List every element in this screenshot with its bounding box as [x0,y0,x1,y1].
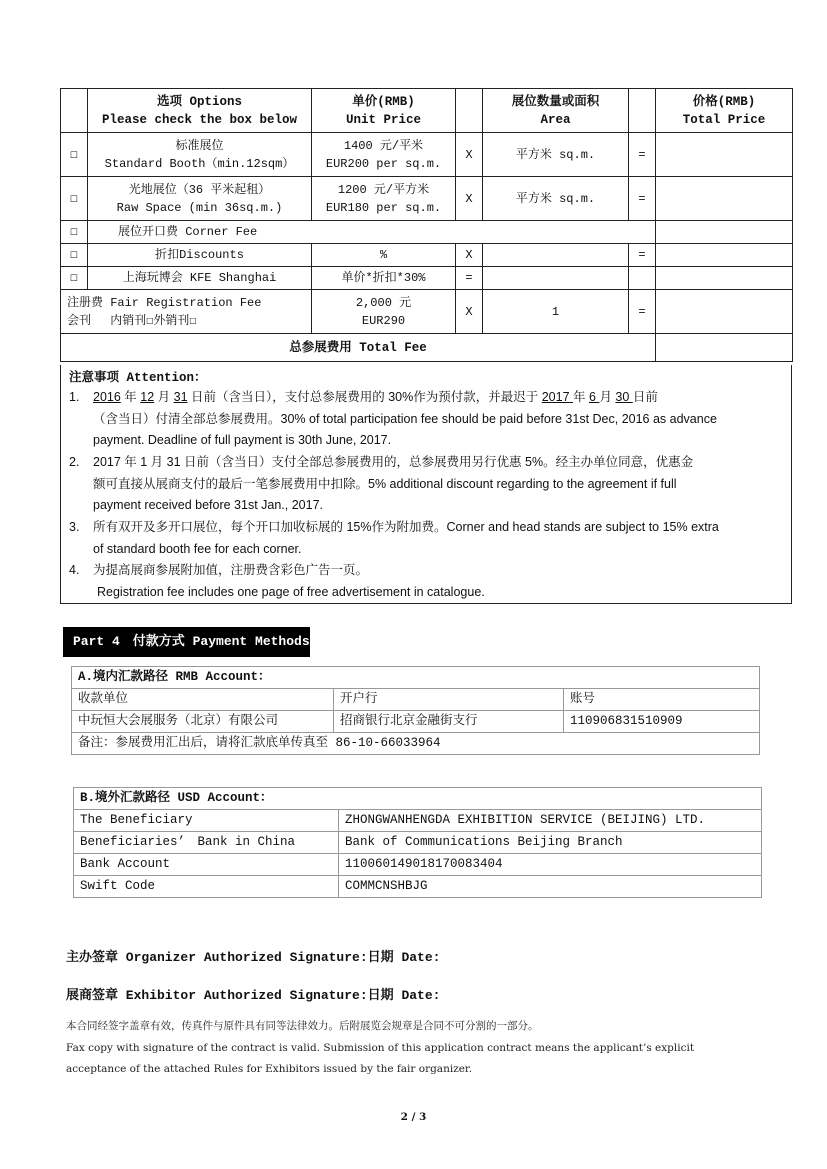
part4-heading: Part 4 付款方式 Payment Methods [63,627,310,657]
rmb-payee: 中玩恒大会展服务（北京）有限公司 [72,711,334,733]
rmb-account-title: A.境内汇款路径 RMB Account： [72,667,760,689]
rmb-account-number: 110906831510909 [564,711,760,733]
fee-table [60,88,793,362]
usd-account-title: B.境外汇款路径 USD Account： [74,788,762,810]
total-fee-value[interactable] [656,334,793,362]
corner-fee-total[interactable] [656,221,793,244]
attention-title: 注意事项 Attention： [69,371,207,385]
rmb-header-bank: 开户行 [334,689,564,711]
raw-space-area[interactable]: 平方米 sq.m. [483,177,629,221]
rmb-account-header-row [72,689,760,711]
raw-space-price: 1200 元/平方米 EUR180 per sq.m. [312,177,456,221]
row-kfe-shanghai [61,267,793,290]
equals-sign: = [629,290,656,334]
kfe-total[interactable] [656,267,793,290]
row-raw-space [61,177,793,221]
equals-sign: = [629,244,656,267]
organizer-signature-line: 主办签章 Organizer Authorized Signature:日期 Date: [66,950,441,965]
contract-note-cn: 本合同经签字盖章有效，传真件与原件具有同等法律效力。后附展览会规章是合同不可分割的一部分。 [66,1020,539,1032]
attention-item-2: 2. 2017 年 1 月 31 日前（含当日）支付全部总参展费用的，总参展费用另行优惠 5%。经主办单位同意，优惠金 额可直接从展商支付的最后一笔参展费用中扣除。5% additional discount regarding to the agreement if full payment received before 31st Jan., 2017. [69,455,694,512]
rmb-account-value-row [72,711,760,733]
multiply-sign: X [456,244,483,267]
multiply-sign: X [456,177,483,221]
row-registration [61,290,793,334]
discounts-total[interactable] [656,244,793,267]
total-fee-label: 总参展费用 Total Fee [61,334,656,362]
header-unit-price: 单价(RMB) Unit Price [312,89,456,133]
contract-note-en-2: acceptance of the attached Rules for Exhibitors issued by the fair organizer. [66,1063,473,1075]
rmb-header-payee: 收款单位 [72,689,334,711]
attention-item-4: 4. 为提高展商参展附加值，注册费含彩色广告一页。 Registration fee includes one page of free advertisement in catalogue. [69,563,485,599]
discounts-label: 折扣Discounts [88,244,312,267]
contract-note-en-1: Fax copy with signature of the contract is valid. Submission of this application contract means the applicant’s explicit [66,1042,695,1054]
kfe-value[interactable] [483,267,629,290]
equals-sign: = [629,177,656,221]
standard-booth-checkbox[interactable]: ☐ [70,146,78,162]
row-corner-fee [61,221,793,244]
registration-total[interactable] [656,290,793,334]
multiply-sign: X [456,290,483,334]
exhibitor-signature-line: 展商签章 Exhibitor Authorized Signature:日期 Date: [66,988,441,1003]
rmb-account-note: 备注：参展费用汇出后，请将汇款底单传真至 86-10-66033964 [72,733,760,755]
equals-sign: = [629,133,656,177]
discounts-checkbox[interactable]: ☐ [70,247,78,262]
row-discounts [61,244,793,267]
usd-row-beneficiary: The Beneficiary ZHONGWANHENGDA EXHIBITION SERVICE (BEIJING) LTD. [74,810,762,832]
header-total-price: 价格(RMB) Total Price [656,89,793,133]
page-number: 2 / 3 [400,1111,427,1123]
usd-row-bank: Beneficiaries’ Bank in China Bank of Communications Beijing Branch [74,832,762,854]
header-blank [61,89,88,133]
standard-booth-area[interactable]: 平方米 sq.m. [483,133,629,177]
kfe-checkbox[interactable]: ☐ [70,270,78,285]
standard-booth-price: 1400 元/平米 EUR200 per sq.m. [312,133,456,177]
attention-item-1: 1. 2016 年 12 月 31 日前（含当日），支付总参展费用的 30%作为预付款，并最迟于 2017 年 6 月 30 日前 （含当日）付清全部总参展费用。30% of total participation fee should be paid before 31st Dec, 2016 as advance payment. Deadline of full payment is 30th June, 2017. [69,390,717,447]
usd-account-table [73,787,762,898]
header-options: 选项 Options Please check the box below [88,89,312,133]
corner-fee-label: 展位开口费 Corner Fee [88,221,656,244]
blank-cell [629,267,656,290]
row-total-fee [61,334,793,362]
usd-row-account: Bank Account 110060149018170083404 [74,854,762,876]
header-area: 展位数量或面积 Area [483,89,629,133]
standard-booth-total[interactable] [656,133,793,177]
kfe-price: 单价*折扣*30% [312,267,456,290]
raw-space-checkbox[interactable]: ☐ [70,190,78,206]
equals-sign: = [456,267,483,290]
rmb-account-table [71,666,760,755]
corner-fee-checkbox[interactable]: ☐ [70,224,78,239]
rmb-bank: 招商银行北京金融街支行 [334,711,564,733]
multiply-sign: X [456,133,483,177]
registration-price: 2,000 元 EUR290 [312,290,456,334]
raw-space-total[interactable] [656,177,793,221]
discounts-area[interactable] [483,244,629,267]
fee-header-row [61,89,793,133]
kfe-label: 上海玩博会 KFE Shanghai [88,267,312,290]
discounts-percent[interactable]: % [312,244,456,267]
attention-item-3: 3. 所有双开及多开口展位，每个开口加收标展的 15%作为附加费。Corner and head stands are subject to 15% extra of standard booth fee for each corner. [69,520,719,556]
row-standard-booth [61,133,793,177]
standard-booth-label: 标准展位 Standard Booth（min.12sqm） [88,133,312,177]
header-blank-eq [629,89,656,133]
attention-box [60,365,792,604]
usd-row-swift: Swift Code COMMCNSHBJG [74,876,762,898]
registration-qty: 1 [483,290,629,334]
registration-label: 注册费 Fair Registration Fee 会刊 内销刊☐外销刊☐ [61,290,312,334]
header-blank-op [456,89,483,133]
rmb-header-account: 账号 [564,689,760,711]
raw-space-label: 光地展位（36 平米起租） Raw Space (min 36sq.m.) [88,177,312,221]
